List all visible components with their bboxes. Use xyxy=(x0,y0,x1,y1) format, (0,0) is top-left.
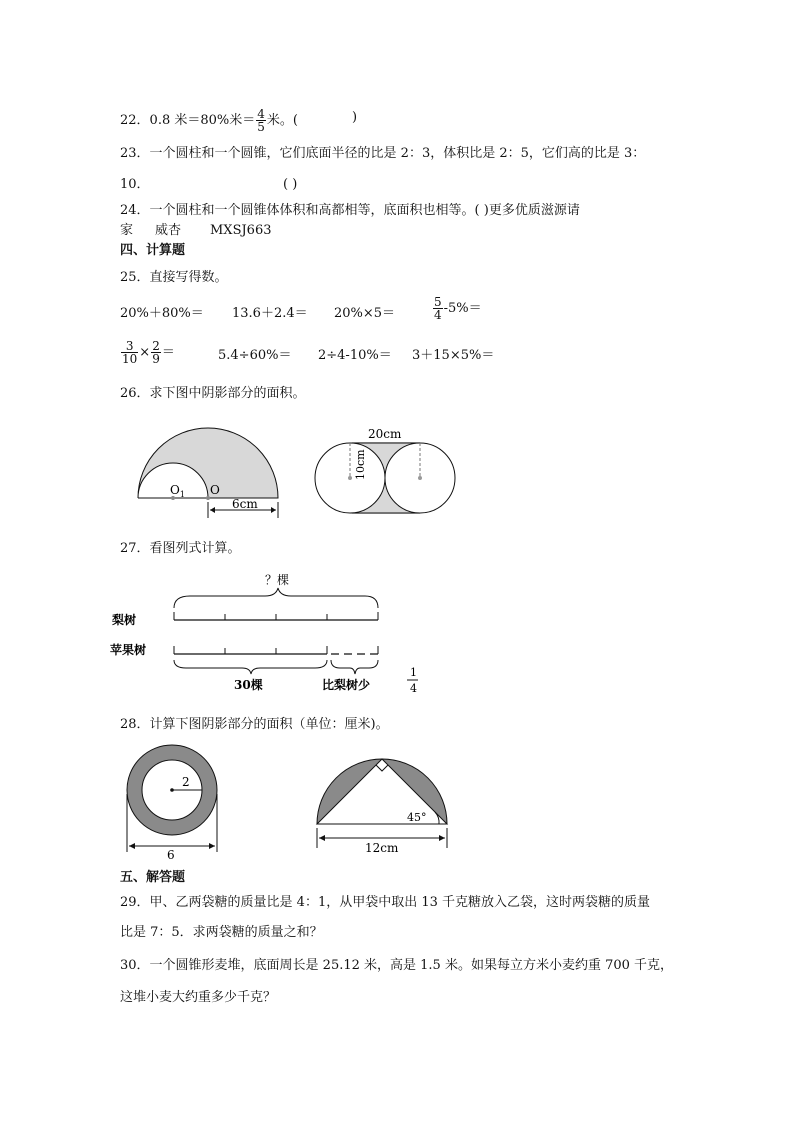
q25-expr-5 xyxy=(120,340,175,365)
q25-expr-8: 3＋15×5%＝ xyxy=(412,348,495,363)
q22-suffix: 米。( xyxy=(266,113,298,128)
q23-line2-num: 10． xyxy=(120,177,150,192)
q22 xyxy=(120,108,298,133)
q26-figure-2 xyxy=(312,424,462,520)
q26-shaded-region-1 xyxy=(138,428,278,498)
q27-top-brace xyxy=(174,588,378,608)
q22-close-paren: ) xyxy=(352,110,358,125)
q25-e5-d1: 10 xyxy=(122,352,138,366)
section-5-heading: 五、解答题 xyxy=(120,870,186,885)
q25-expr-5-frac-1 xyxy=(121,340,138,365)
q28-figure-semicircle xyxy=(310,752,456,856)
q28-figure-ring xyxy=(118,742,238,862)
q27-question-label: ？棵 xyxy=(265,573,290,587)
q27-apple-label: 苹果树 xyxy=(110,643,147,657)
q27-figure xyxy=(110,570,430,700)
section-4-heading: 四、计算题 xyxy=(120,243,186,258)
q22-frac-num: 4 xyxy=(257,107,265,121)
q25-e4-den: 4 xyxy=(434,308,442,322)
q27-pear-label: 梨树 xyxy=(112,613,137,627)
q27-title: 27．看图列式计算。 xyxy=(120,541,241,556)
q24-line2-b: 威杏 xyxy=(155,223,182,238)
q25-e5-op: × xyxy=(139,345,151,360)
q25-expr-7: 2÷4-10%＝ xyxy=(318,348,392,363)
q27-less-num: 1 xyxy=(410,666,417,679)
q28-title: 28．计算下图阴影部分的面积（单位：厘米)。 xyxy=(120,717,389,732)
q25-e5-n2: 2 xyxy=(152,339,160,353)
q27-count-30: 30棵 xyxy=(234,678,263,692)
q28-radius-label: 2 xyxy=(182,775,190,789)
q25-expr-5-frac-2 xyxy=(151,340,161,365)
q25-e5-d2: 9 xyxy=(152,352,160,366)
q26-figure-1 xyxy=(130,418,290,522)
q27-less-den: 4 xyxy=(410,682,417,695)
q26-right-center xyxy=(418,476,422,480)
q25-expr-1: 20%＋80%＝ xyxy=(120,306,204,321)
q24-line2-a: 家 xyxy=(120,223,134,238)
q26-dim-10cm: 10cm xyxy=(354,449,367,480)
q26-title: 26．求下图中阴影部分的面积。 xyxy=(120,386,306,401)
q23-answer-paren: ( ) xyxy=(283,177,298,192)
q22-prefix: 22．0.8 米＝80%米＝ xyxy=(120,113,256,128)
q25-expr-3: 20%×5＝ xyxy=(334,306,396,321)
q25-e4-num: 5 xyxy=(434,295,442,309)
q26-label-o1: $O_1$ xyxy=(170,483,185,499)
q25-expr-4 xyxy=(432,296,482,321)
q29-line2: 比是 7：5．求两袋糖的质量之和？ xyxy=(120,925,323,940)
q27-less-label: 比梨树少 xyxy=(322,678,371,692)
q26-dim-6cm: 6cm xyxy=(232,497,258,511)
q24-line1: 24．一个圆柱和一个圆锥体体积和高都相等，底面积也相等。( )更多优质滋源请 xyxy=(120,203,580,218)
q27-bottom-brace-left xyxy=(174,660,327,674)
q27-bottom-brace-right xyxy=(331,660,378,674)
q26-left-center xyxy=(348,476,352,480)
q25-expr-4-fraction xyxy=(433,296,443,321)
q28-base-label: 12cm xyxy=(365,841,399,855)
q23-line1: 23．一个圆柱和一个圆锥，它们底面半径的比是 2：3，体积比是 2：5，它们高的比是 3： xyxy=(120,146,646,161)
q24-line2-c: MXSJ663 xyxy=(210,223,272,238)
q28-diameter-label: 6 xyxy=(167,848,175,862)
q26-label-o: O xyxy=(210,483,220,497)
q25-title: 25．直接写得数。 xyxy=(120,270,228,285)
q22-frac-den: 5 xyxy=(257,120,265,134)
q25-expr-6: 5.4÷60%＝ xyxy=(218,348,292,363)
q25-expr-2: 13.6＋2.4＝ xyxy=(232,306,308,321)
q25-e5-n1: 3 xyxy=(121,340,138,353)
q29-line1: 29．甲、乙两袋糖的质量比是 4：1，从甲袋中取出 13 千克糖放入乙袋，这时两袋糖的质量 xyxy=(120,895,651,910)
q25-e5-eq: ＝ xyxy=(161,345,175,360)
q28-angle-label: 45° xyxy=(407,811,427,824)
q22-fraction xyxy=(256,108,266,133)
q25-e4-rest: -5%＝ xyxy=(443,301,482,316)
q26-dim-20cm: 20cm xyxy=(368,427,402,441)
q30-line2: 这堆小麦大约重多少千克？ xyxy=(120,990,277,1005)
q30-line1: 30．一个圆锥形麦堆，底面周长是 25.12 米，高是 1.5 米。如果每立方米小麦约重 700 千克， xyxy=(120,958,674,973)
